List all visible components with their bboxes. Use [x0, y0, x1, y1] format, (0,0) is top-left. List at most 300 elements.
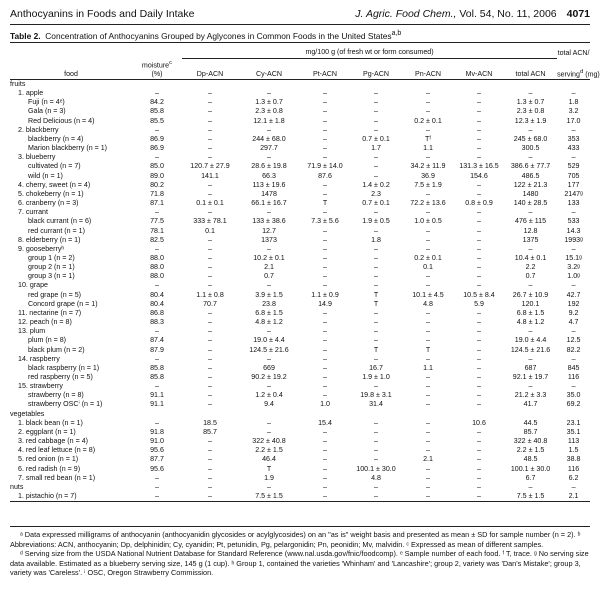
value-cell: – [477, 98, 481, 107]
food-name-cell: 3. red cabbage (n = 4) [18, 437, 88, 446]
value-cell: – [477, 217, 481, 226]
value-cell: – [208, 473, 212, 482]
value-cell: – [155, 354, 159, 363]
value-cell: 12.8 [523, 226, 538, 235]
value-cell: – [374, 107, 378, 116]
value-cell: 86.9 [150, 144, 164, 153]
value-cell: – [528, 482, 533, 491]
value-cell: – [208, 281, 212, 290]
value-cell: – [477, 427, 481, 436]
value-cell: 113 [567, 437, 580, 446]
value-cell: 87.1 [150, 199, 164, 208]
value-cell: – [155, 473, 159, 482]
value-cell: 85.8 [150, 363, 164, 372]
value-cell: 95.6 [150, 446, 164, 455]
col-header: Pn-ACN [402, 59, 454, 80]
value-cell: – [323, 318, 327, 327]
value-cell: 48.5 [523, 455, 538, 464]
value-cell: – [426, 272, 430, 281]
value-cell: 1.0 ± 0.5 [414, 217, 442, 226]
value-cell: – [208, 318, 212, 327]
value-cell: 1.3 ± 0.7 [516, 98, 545, 107]
food-name-cell: black plum (n = 2) [28, 345, 85, 354]
food-name-cell: 1. apple [18, 89, 44, 98]
food-name-cell: group 3 (n = 1) [28, 272, 75, 281]
value-cell: – [426, 446, 430, 455]
running-title: Anthocyanins in Foods and Daily Intake [10, 8, 195, 20]
value-cell: – [267, 153, 271, 162]
value-cell: – [155, 244, 159, 253]
value-cell: 41.7 [523, 400, 538, 409]
value-cell: – [477, 89, 481, 98]
value-cell: – [571, 382, 576, 391]
food-name-cell: 15. strawberry [18, 382, 63, 391]
value-cell: 91.1 [150, 400, 164, 409]
value-cell: – [528, 382, 533, 391]
value-cell: 244 ± 68.0 [252, 134, 286, 143]
value-cell [557, 410, 590, 419]
value-cell: – [426, 382, 430, 391]
food-name-cell: 1. black bean (n = 1) [18, 418, 83, 427]
food-name-cell: 1. pistachio (n = 7) [10, 492, 132, 502]
value-cell: 82.5 [150, 235, 164, 244]
value-cell: – [323, 437, 327, 446]
value-cell: 78.1 [150, 226, 164, 235]
value-cell: – [374, 482, 378, 491]
value-cell: 36.9 [421, 171, 435, 180]
value-cell: 86.9 [150, 134, 164, 143]
value-cell: – [323, 125, 327, 134]
table-row [10, 382, 590, 391]
value-cell: 124.5 ± 21.6 [510, 345, 551, 354]
table-caption [10, 30, 590, 41]
food-name-cell: red currant (n = 1) [28, 226, 85, 235]
value-cell: T [373, 290, 379, 299]
table-row [10, 492, 590, 502]
table-row [10, 126, 590, 135]
value-cell: – [426, 125, 430, 134]
food-name-cell: 4. cherry, sweet (n = 4) [18, 180, 91, 189]
value-cell: 88.0 [150, 263, 164, 272]
value-cell: 4.8 ± 1.2 [516, 318, 545, 327]
value-cell: – [426, 391, 430, 400]
value-cell: – [208, 253, 212, 262]
value-cell: – [208, 98, 212, 107]
value-cell: 12.3 ± 1.9 [514, 116, 547, 125]
value-cell: 44.5 [523, 418, 538, 427]
value-cell: 9.2 [568, 308, 579, 317]
value-cell: – [477, 400, 481, 409]
food-name-cell: 2. blackberry [18, 125, 59, 134]
moisture-header: moisture$^c$ (%) [132, 59, 182, 80]
table-bottom-rule [10, 526, 590, 527]
value-cell: – [528, 208, 533, 217]
value-cell: – [477, 116, 481, 125]
value-cell: 10.5 ± 8.4 [463, 290, 495, 299]
value-cell: – [323, 281, 327, 290]
value-cell: – [323, 189, 327, 198]
value-cell [454, 80, 504, 90]
table-row [10, 309, 590, 318]
value-cell: 88.0 [150, 272, 164, 281]
header-rule [10, 24, 590, 25]
table-row [10, 446, 590, 455]
table-row [10, 144, 590, 153]
table-row [10, 162, 590, 171]
value-cell: – [426, 89, 430, 98]
value-cell: – [374, 89, 378, 98]
value-cell: 2.3 ± 0.8 [255, 107, 283, 116]
value-cell: – [426, 336, 430, 345]
value-cell: 95.6 [150, 464, 164, 473]
value-cell: 10.2 ± 0.1 [253, 253, 285, 262]
value-cell: – [300, 492, 350, 502]
value-cell: – [374, 318, 378, 327]
value-cell: – [571, 482, 576, 491]
value-cell: – [155, 281, 159, 290]
value-cell: – [477, 455, 481, 464]
value-cell: 322 ± 40.8 [513, 437, 548, 446]
value-cell: – [208, 107, 212, 116]
col-header: Cy-ACN [238, 59, 300, 80]
value-cell: 486.5 [521, 171, 540, 180]
value-cell: – [426, 473, 430, 482]
value-cell: 35.0 [566, 391, 581, 400]
volume-info: Vol. 54, No. 11, 2006 [459, 8, 557, 20]
value-cell: 4.7 [568, 318, 579, 327]
value-cell: – [528, 89, 533, 98]
value-cell: 91.1 [150, 391, 164, 400]
value-cell: – [323, 144, 327, 153]
table-row [10, 291, 590, 300]
table-row [10, 483, 590, 492]
value-cell: 1.1 [423, 363, 433, 372]
table-row [10, 410, 590, 419]
value-cell: – [528, 327, 533, 336]
value-cell: – [323, 263, 327, 272]
value-cell: – [374, 455, 378, 464]
value-cell: – [374, 437, 378, 446]
value-cell: – [528, 354, 533, 363]
value-cell: 70.7 [203, 299, 217, 308]
value-cell: – [374, 171, 378, 180]
value-cell: 1.7 [371, 144, 381, 153]
table-title-footnote-marks: a,b [391, 30, 402, 37]
value-cell: – [323, 208, 327, 217]
value-cell: – [208, 89, 212, 98]
table-row [10, 391, 590, 400]
value-cell: – [477, 153, 481, 162]
value-cell: 2.3 ± 0.8 [516, 107, 545, 116]
value-cell: – [374, 382, 378, 391]
table-body [10, 80, 590, 502]
units-span-header: mg/100 g (of fresh wt or form consumed) [182, 46, 557, 59]
table-title: Concentration of Anthocyanins Grouped by Aglycones in Common Foods in the United States [45, 30, 392, 41]
value-cell: – [374, 281, 378, 290]
value-cell: 1.1 ± 0.9 [311, 290, 339, 299]
value-cell: 31.4 [369, 400, 383, 409]
value-cell: 85.5 [150, 116, 164, 125]
value-cell: – [477, 144, 481, 153]
value-cell: 85.0 [150, 162, 164, 171]
table-row [10, 263, 590, 272]
table-row [10, 199, 590, 208]
value-cell: – [571, 354, 576, 363]
value-cell: 476 ± 115 [515, 217, 547, 226]
food-name-cell: 6. red radish (n = 9) [18, 464, 81, 473]
value-cell: – [402, 492, 454, 502]
value-cell: 2147ᵍ [564, 189, 583, 198]
value-cell: – [477, 446, 481, 455]
value-cell: – [477, 226, 481, 235]
value-cell: 15.4 [318, 418, 332, 427]
value-cell: – [426, 400, 430, 409]
value-cell: – [477, 134, 481, 143]
value-cell: – [323, 244, 327, 253]
value-cell: 66.3 [262, 171, 276, 180]
value-cell [504, 410, 557, 419]
value-cell: – [323, 253, 327, 262]
food-name-cell: 8. elderberry (n = 1) [18, 235, 81, 244]
value-cell: 12.1 ± 1.8 [253, 116, 285, 125]
value-cell: – [208, 455, 212, 464]
value-cell: 69.2 [566, 400, 581, 409]
food-name-cell: 10. grape [18, 281, 48, 290]
value-cell: 7.5 ± 1.9 [414, 180, 442, 189]
value-cell: – [426, 437, 430, 446]
value-cell: 3.2 [568, 107, 579, 116]
table-row [10, 355, 590, 364]
value-cell: 1.4 ± 0.2 [362, 180, 390, 189]
value-cell: 133 ± 38.6 [252, 217, 286, 226]
value-cell: – [477, 363, 481, 372]
value-cell: – [477, 391, 481, 400]
footnotes [10, 530, 590, 578]
value-cell: 46.4 [262, 455, 276, 464]
table-row [10, 465, 590, 474]
value-cell: 23.1 [566, 418, 581, 427]
value-cell: 2.2 ± 1.5 [255, 446, 283, 455]
value-cell: – [477, 244, 481, 253]
value-cell: – [374, 208, 378, 217]
col-header: total ACN [504, 59, 557, 80]
value-cell: 10.6 [472, 418, 486, 427]
value-cell: – [323, 98, 327, 107]
table-row [10, 153, 590, 162]
value-cell: – [350, 492, 402, 502]
table-row [10, 272, 590, 281]
value-cell: 1.0 [320, 400, 330, 409]
value-cell: – [374, 336, 378, 345]
value-cell [238, 80, 300, 90]
value-cell: – [426, 153, 430, 162]
value-cell: 2.1 [423, 455, 433, 464]
value-cell [350, 80, 402, 90]
value-cell: – [374, 263, 378, 272]
table-row [10, 318, 590, 327]
value-cell: – [528, 153, 533, 162]
value-cell: Tᶠ [425, 134, 431, 143]
value-cell: 77.5 [150, 217, 164, 226]
value-cell: – [477, 473, 481, 482]
value-cell [300, 410, 350, 419]
value-cell: 245 ± 68.0 [513, 134, 548, 143]
value-cell: 133 [567, 199, 580, 208]
value-cell: T [322, 199, 328, 208]
value-cell: – [208, 373, 212, 381]
value-cell: – [477, 482, 481, 491]
value-cell: – [323, 226, 327, 235]
value-cell: 297.7 [260, 144, 278, 153]
value-cell: 88.3 [150, 318, 164, 327]
value-cell: – [426, 98, 430, 107]
value-cell: 1.0ᵍ [567, 272, 580, 281]
value-cell: 7.3 ± 5.6 [311, 217, 339, 226]
table-row [10, 190, 590, 199]
value-cell: – [323, 107, 327, 116]
value-cell: – [155, 482, 159, 491]
table-row [10, 336, 590, 345]
value-cell: 300.5 [521, 144, 540, 153]
value-cell [454, 410, 504, 419]
value-cell: 0.1 [423, 263, 433, 272]
value-cell: – [477, 125, 481, 134]
value-cell: – [374, 272, 378, 281]
value-cell: – [323, 354, 327, 363]
value-cell: 1.8 [568, 98, 579, 107]
table-row [10, 428, 590, 437]
value-cell: – [477, 327, 481, 336]
value-cell: 72.2 ± 13.6 [410, 199, 446, 208]
value-cell: 140 ± 28.5 [513, 199, 548, 208]
value-cell: – [323, 373, 327, 381]
table-row [10, 346, 590, 355]
col-header: Pg-ACN [350, 59, 402, 80]
value-cell: 124.5 ± 21.6 [249, 345, 289, 354]
col-header: Pt-ACN [300, 59, 350, 80]
value-cell [504, 80, 557, 90]
food-name-cell: Gala (n = 3) [28, 107, 66, 116]
value-cell: – [571, 153, 576, 162]
food-name-cell: Fuji (n = 4ᵉ) [28, 98, 65, 107]
value-cell: 1480 [522, 189, 539, 198]
value-cell: 2.2 [525, 263, 536, 272]
value-cell: – [208, 327, 212, 336]
food-name-cell: Marion blackberry (n = 1) [28, 144, 108, 153]
value-cell: 0.2 ± 0.1 [414, 116, 442, 125]
value-cell: 4.8 ± 1.2 [255, 318, 283, 327]
table-row [10, 135, 590, 144]
value-cell: T [266, 464, 272, 473]
value-cell: – [528, 125, 533, 134]
food-name-cell: 13. plum [18, 327, 46, 336]
value-cell: – [155, 125, 159, 134]
value-cell: 10.4 ± 0.1 [514, 253, 547, 262]
value-cell: 1.2 ± 0.4 [255, 391, 283, 400]
value-cell: – [323, 464, 327, 473]
value-cell: 116 [567, 373, 580, 381]
value-cell: 90.2 ± 19.2 [251, 373, 287, 381]
value-cell: – [267, 482, 271, 491]
value-cell: 2.2 ± 1.5 [516, 446, 545, 455]
value-cell: – [477, 208, 481, 217]
value-cell: – [571, 125, 576, 134]
value-cell: 3.9 ± 1.5 [255, 290, 283, 299]
value-cell: – [571, 89, 576, 98]
value-cell: – [155, 89, 159, 98]
value-cell: – [208, 437, 212, 446]
value-cell: 17.0 [566, 116, 581, 125]
value-cell: – [323, 473, 327, 482]
food-name-cell: red grape (n = 5) [28, 290, 82, 299]
value-cell: – [323, 345, 327, 354]
food-name-cell: black raspberry (n = 1) [28, 363, 100, 372]
journal-name: J. Agric. Food Chem., [355, 8, 457, 20]
value-cell: 687 [524, 363, 537, 372]
value-cell: – [477, 373, 481, 381]
table-row [10, 364, 590, 373]
value-cell: – [477, 318, 481, 327]
value-cell: – [374, 162, 378, 171]
value-cell: – [323, 336, 327, 345]
value-cell: 1375 [522, 235, 539, 244]
value-cell: – [374, 226, 378, 235]
value-cell: 669 [263, 363, 275, 372]
food-name-cell: group 1 (n = 2) [28, 253, 75, 262]
value-cell: 92.1 ± 19.7 [512, 373, 549, 381]
value-cell: – [208, 446, 212, 455]
value-cell: – [208, 363, 212, 372]
value-cell: – [208, 263, 212, 272]
value-cell: 0.7 [264, 272, 274, 281]
value-cell: 89.0 [150, 171, 164, 180]
value-cell: – [426, 235, 430, 244]
table-row [10, 327, 590, 336]
value-cell: 19.8 ± 3.1 [360, 391, 392, 400]
value-cell: 386.6 ± 77.7 [510, 162, 551, 171]
value-cell [402, 410, 454, 419]
value-cell: 19.0 ± 4.4 [514, 336, 547, 345]
table-row [10, 437, 590, 446]
value-cell: 192 [567, 299, 580, 308]
value-cell: 66.1 ± 16.7 [251, 199, 287, 208]
food-name-cell: 4. red leaf lettuce (n = 8) [18, 446, 96, 455]
caption-rule [10, 42, 590, 43]
value-cell [132, 410, 182, 419]
table-row [10, 208, 590, 217]
value-cell: 86.8 [150, 308, 164, 317]
running-header [10, 6, 590, 22]
value-cell: – [571, 244, 576, 253]
value-cell: 21.2 ± 3.3 [514, 391, 547, 400]
value-cell: 154.6 [470, 171, 488, 180]
value-cell: 1993ᵍ [564, 235, 583, 244]
value-cell: 131.3 ± 16.5 [459, 162, 499, 171]
value-cell: 4.8 [371, 473, 381, 482]
value-cell: – [477, 235, 481, 244]
value-cell: – [374, 427, 378, 436]
value-cell: 12.5 [566, 336, 581, 345]
value-cell: – [132, 492, 182, 502]
value-cell: 38.8 [566, 455, 581, 464]
food-name-cell: red raspberry (n = 5) [28, 373, 93, 381]
value-cell: – [323, 455, 327, 464]
value-cell: 9.4 [264, 400, 274, 409]
value-cell: 85.8 [150, 373, 164, 381]
value-cell: – [323, 446, 327, 455]
food-name-cell: 11. nectarine (n = 7) [18, 308, 82, 317]
value-cell: 91.8 [150, 427, 164, 436]
